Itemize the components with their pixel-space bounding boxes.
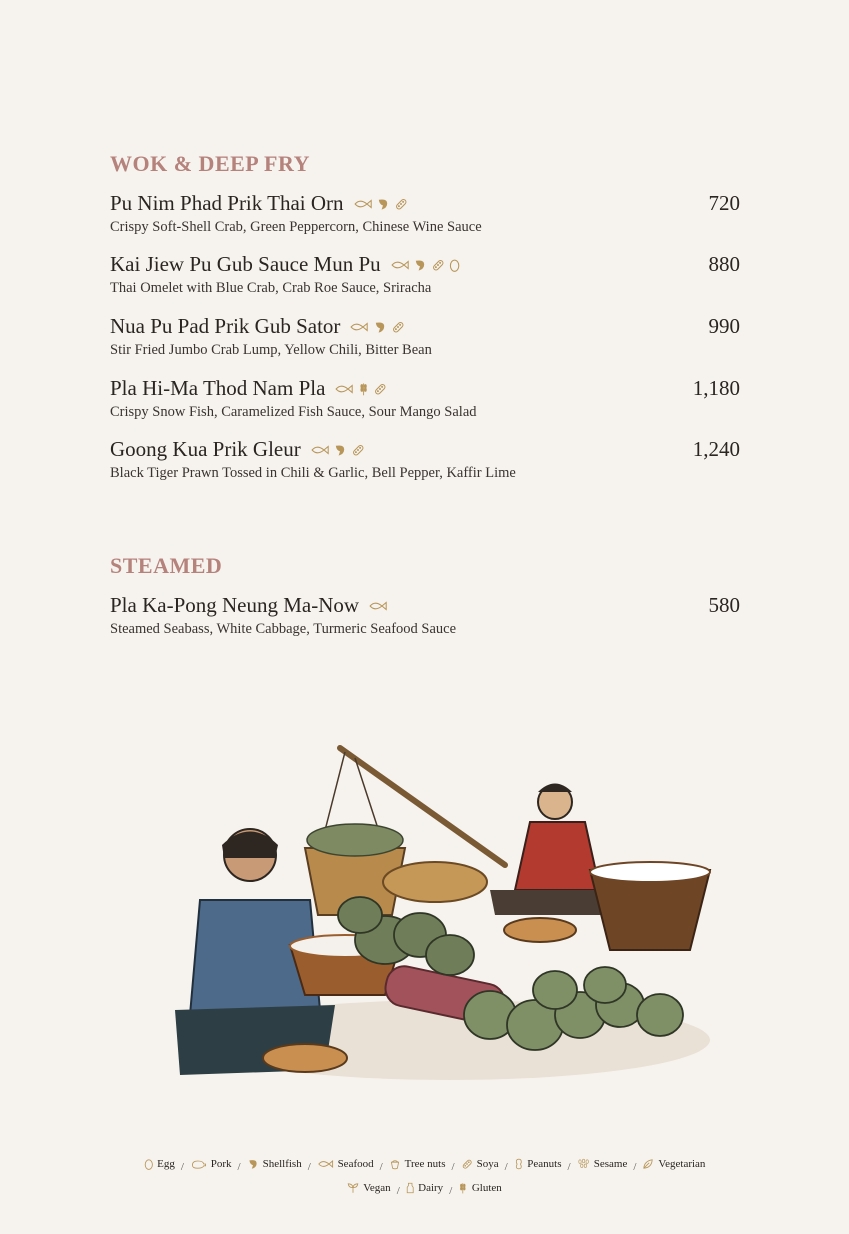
legend-entry — [347, 1182, 391, 1194]
gluten-icon — [358, 382, 369, 396]
legend-separator: / — [396, 1185, 400, 1197]
soya-icon — [391, 320, 405, 334]
legend-label: Shellfish — [262, 1158, 302, 1170]
legend-label: Soya — [476, 1158, 499, 1170]
item-name: Pla Ka-Pong Neung Ma-Now — [110, 593, 360, 617]
item-description: Thai Omelet with Blue Crab, Crab Roe Sauce, Sriracha — [110, 280, 432, 296]
legend-separator: / — [633, 1161, 637, 1173]
seafood-icon — [368, 599, 388, 613]
legend-label: Vegetarian — [658, 1158, 706, 1170]
legend-separator: / — [504, 1161, 508, 1173]
legend-separator: / — [237, 1161, 241, 1173]
sesame-icon — [577, 1158, 590, 1170]
vendor-red-shawl — [515, 822, 600, 890]
item-price: 580 — [708, 593, 740, 617]
woven-tray — [383, 862, 487, 902]
item-name: Goong Kua Prik Gleur — [110, 437, 301, 461]
menu-item — [110, 593, 740, 638]
legend-label: Peanuts — [527, 1158, 562, 1170]
item-description: Steamed Seabass, White Cabbage, Turmeric Seafood Sauce — [110, 621, 457, 637]
legend-label: Tree nuts — [404, 1158, 446, 1170]
item-price: 990 — [708, 314, 740, 338]
vegan-icon — [347, 1182, 359, 1194]
menu-item — [110, 252, 740, 297]
legend-entry — [458, 1182, 502, 1194]
peanuts-icon — [514, 1158, 524, 1170]
legend-entry — [461, 1158, 499, 1170]
soya-icon — [394, 197, 408, 211]
menu-item — [110, 314, 740, 359]
shellfish-icon — [413, 258, 427, 272]
egg-icon — [449, 258, 460, 272]
legend-label: Gluten — [471, 1182, 502, 1194]
pork-icon — [190, 1158, 207, 1170]
item-price: 1,180 — [692, 376, 740, 400]
allergen-icons — [310, 443, 366, 457]
item-description: Black Tiger Prawn Tossed in Chili & Garlic, Bell Pepper, Kaffir Lime — [110, 465, 516, 481]
dairy-icon — [406, 1182, 414, 1194]
legend-entry — [642, 1158, 705, 1170]
item-name: Kai Jiew Pu Gub Sauce Mun Pu — [110, 252, 381, 276]
item-name: Pu Nim Phad Prik Thai Orn — [110, 191, 344, 215]
rice-top — [590, 862, 710, 882]
legend-entry — [577, 1158, 628, 1170]
seafood-icon — [390, 258, 410, 272]
legend-label: Seafood — [337, 1158, 374, 1170]
legend-entry — [389, 1158, 446, 1170]
legend-separator: / — [180, 1161, 184, 1173]
section-title-wok-deep-fry: WOK & DEEP FRY — [110, 151, 310, 176]
allergen-legend-row-2 — [0, 1182, 849, 1197]
item-name: Pla Hi-Ma Thod Nam Pla — [110, 376, 326, 400]
shellfish-icon — [376, 197, 390, 211]
item-description: Crispy Snow Fish, Caramelized Fish Sauce, Sour Mango Salad — [110, 404, 477, 420]
legend-separator: / — [307, 1161, 311, 1173]
seafood-icon — [310, 443, 330, 457]
seafood-icon — [334, 382, 354, 396]
legend-separator: / — [449, 1185, 453, 1197]
vegetarian-icon — [642, 1158, 654, 1170]
soya-icon — [351, 443, 365, 457]
legend-entry — [317, 1158, 374, 1170]
legend-label: Pork — [210, 1158, 232, 1170]
vendor-hair — [538, 784, 572, 793]
allergen-icons — [353, 197, 409, 211]
coconuts-in-basket — [307, 824, 403, 856]
allergen-icons — [390, 258, 461, 272]
legend-entry — [144, 1158, 175, 1170]
egg-icon — [144, 1158, 154, 1170]
item-price: 1,240 — [692, 437, 740, 461]
soya-icon — [373, 382, 387, 396]
allergen-icons — [334, 382, 387, 396]
section-title-steamed: STEAMED — [110, 553, 223, 578]
menu-item — [110, 191, 740, 236]
shellfish-icon — [333, 443, 347, 457]
legend-entry — [406, 1182, 443, 1194]
shellfish-icon — [247, 1158, 259, 1170]
legend-separator: / — [379, 1161, 383, 1173]
allergen-legend-row-1 — [0, 1158, 849, 1173]
vendor-hair — [222, 832, 278, 859]
legend-label: Vegan — [363, 1182, 391, 1194]
legend-separator: / — [567, 1161, 571, 1173]
small-bowl — [504, 918, 576, 942]
legend-label: Egg — [157, 1158, 175, 1170]
shellfish-icon — [373, 320, 387, 334]
seafood-icon — [353, 197, 373, 211]
item-price: 880 — [708, 252, 740, 276]
tree-nuts-icon — [389, 1158, 401, 1170]
item-price: 720 — [708, 191, 740, 215]
item-description: Crispy Soft-Shell Crab, Green Peppercorn, Chinese Wine Sauce — [110, 219, 482, 235]
seafood-icon — [349, 320, 369, 334]
seafood-icon — [317, 1158, 334, 1170]
legend-separator: / — [451, 1161, 455, 1173]
soya-icon — [431, 258, 445, 272]
gluten-icon — [458, 1182, 468, 1194]
allergen-icons — [368, 599, 388, 613]
menu-item — [110, 376, 740, 421]
legend-label: Sesame — [593, 1158, 628, 1170]
small-bowl — [263, 1044, 347, 1072]
legend-label: Dairy — [418, 1182, 444, 1194]
allergen-icons — [349, 320, 405, 334]
item-name: Nua Pu Pad Prik Gub Sator — [110, 314, 341, 338]
menu-item — [110, 437, 740, 482]
item-description: Stir Fried Jumbo Crab Lump, Yellow Chili, Bitter Bean — [110, 342, 432, 358]
soya-icon — [461, 1158, 473, 1170]
legend-entry — [190, 1158, 232, 1170]
market-vendors-illustration — [160, 740, 720, 1095]
legend-entry — [514, 1158, 562, 1170]
legend-entry — [247, 1158, 302, 1170]
